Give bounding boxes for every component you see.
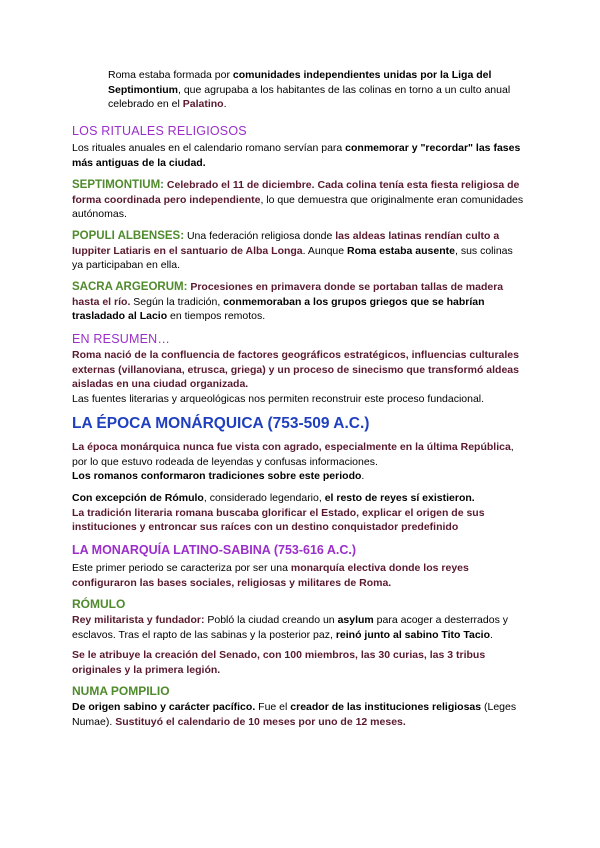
intro-period: .	[223, 98, 227, 110]
sacra-bold: Procesiones en primavera donde se portaban tallas de madera hasta el río.	[72, 281, 504, 308]
rituales-paragraph	[72, 141, 524, 170]
epoca-text: , por lo que estuvo rodeada de leyendas y confusas informaciones.	[72, 441, 514, 468]
populi-text-2: . Aunque	[302, 244, 348, 257]
romulo-paragraph-2: Se le atribuye la creación del Senado, con 100 miembros, las 30 curias, las 3 tribus originales y la primera legión.	[72, 649, 486, 676]
populi-label: POPULI ALBENSES:	[72, 230, 185, 242]
heading-rituales: LOS RITUALES RELIGIOSOS	[72, 124, 247, 138]
intro-palatino: Palatino	[182, 98, 224, 110]
numa-text: Fue el	[255, 701, 291, 713]
epoca-bold-3: el resto de reyes sí existieron.	[324, 492, 475, 504]
resumen-bold: Roma nació de la confluencia de factores geográficos estratégicos, influencias culturales externas (villanoviana, etrusca, griega) y un proceso de sinecismo que transformó aldeas aisladas en una ciudad organizada.	[72, 349, 519, 390]
populi-text: Una federación religiosa donde	[184, 230, 336, 242]
heading-latino-sabina: LA MONARQUÍA LATINO-SABINA (753-616 A.C.)	[72, 543, 357, 557]
romulo-asylum: asylum	[337, 614, 374, 626]
sacra-text: Según la tradición,	[130, 295, 224, 308]
heading-epoca-monarquica: LA ÉPOCA MONÁRQUICA (753-509 A.C.)	[72, 415, 370, 432]
resumen-paragraph	[72, 348, 524, 406]
epoca-bold: La época monárquica nunca fue vista con agrado, especialmente en la última República	[72, 441, 511, 453]
romulo-period: .	[490, 628, 493, 641]
romulo-paragraph-1	[72, 613, 524, 642]
sacra-text-2: en tiempos remotos.	[167, 310, 266, 322]
latino-bold: monarquía electiva donde los reyes configuraron las bases sociales, religiosas y militares de Roma.	[72, 562, 469, 589]
romulo-bold-2: reinó junto al sabino Tito Tacio	[335, 628, 491, 641]
rituales-bold: conmemorar y "recordar" las fases más antiguas de la ciudad.	[72, 142, 521, 169]
sacra-label: SACRA ARGEORUM:	[72, 281, 188, 293]
epoca-paragraph-2	[72, 491, 524, 535]
intro-text: Roma estaba formada por	[108, 69, 233, 81]
septimontium-text: , lo que demuestra que originalmente eran comunidades autónomas.	[72, 193, 524, 220]
numa-bold-2: creador de las instituciones religiosas	[290, 701, 482, 713]
sacra-bold-2: conmemoraban a los grupos griegos que se habrían trasladado al Lacio	[72, 295, 485, 322]
numa-bold-3: Sustituyó el calendario de 10 meses por uno de 12 meses.	[115, 715, 406, 728]
romulo-text-2: para acoger a desterrados y esclavos. Tras el rapto de las sabinas y la posterior paz,	[72, 614, 508, 641]
populi-paragraph	[72, 229, 524, 273]
sacra-paragraph	[72, 280, 524, 324]
septimontium-bold: Celebrado el 11 de diciembre. Cada colina tenía esta fiesta religiosa de forma coordinada pero independiente	[72, 179, 520, 206]
epoca-romulo-bold: Con excepción de Rómulo	[72, 492, 204, 504]
epoca-period: .	[361, 470, 365, 482]
epoca-bold-4: La tradición literaria romana buscaba glorificar el Estado, explicar el origen de sus instituciones y entroncar sus raíces con un destino conquistador predefinido	[72, 506, 485, 533]
latino-paragraph	[72, 561, 524, 590]
intro-bold: comunidades independientes unidas por la Liga del Septimontium	[108, 69, 492, 96]
heading-romulo: RÓMULO	[72, 597, 126, 611]
numa-text-2: (Leges Numae).	[72, 701, 517, 728]
epoca-bold-2: Los romanos conformaron tradiciones sobre este periodo	[72, 470, 362, 482]
septimontium-paragraph	[72, 178, 524, 222]
rituales-text: Los rituales anuales en el calendario romano servían para	[72, 142, 346, 154]
resumen-text: Las fuentes literarias y arqueológicas nos permiten reconstruir este proceso fundacional.	[72, 392, 485, 405]
epoca-text-2: , considerado legendario,	[203, 492, 325, 504]
intro-text-2: , que agrupaba a los habitantes de las colinas en torno a un culto anual celebrado en el	[108, 83, 511, 110]
populi-text-3: , sus colinas ya participaban en ella.	[72, 244, 513, 271]
romulo-text: Pobló la ciudad creando un	[204, 614, 338, 626]
populi-bold-2: Roma estaba ausente	[347, 244, 455, 257]
latino-text: Este primer periodo se caracteriza por ser una	[72, 562, 291, 574]
numa-paragraph	[72, 700, 524, 729]
heading-resumen: EN RESUMEN…	[72, 332, 171, 346]
numa-bold: De origen sabino y carácter pacífico.	[72, 701, 256, 713]
heading-numa: NUMA POMPILIO	[72, 684, 170, 698]
septimontium-label: SEPTIMONTIUM:	[72, 179, 164, 191]
epoca-paragraph-1	[72, 440, 524, 484]
populi-bold: las aldeas latinas rendían culto a Iuppiter Latiaris en el santuario de Alba Longa	[72, 230, 500, 257]
intro-paragraph	[108, 68, 522, 112]
romulo-bold: Rey militarista y fundador:	[72, 614, 205, 626]
